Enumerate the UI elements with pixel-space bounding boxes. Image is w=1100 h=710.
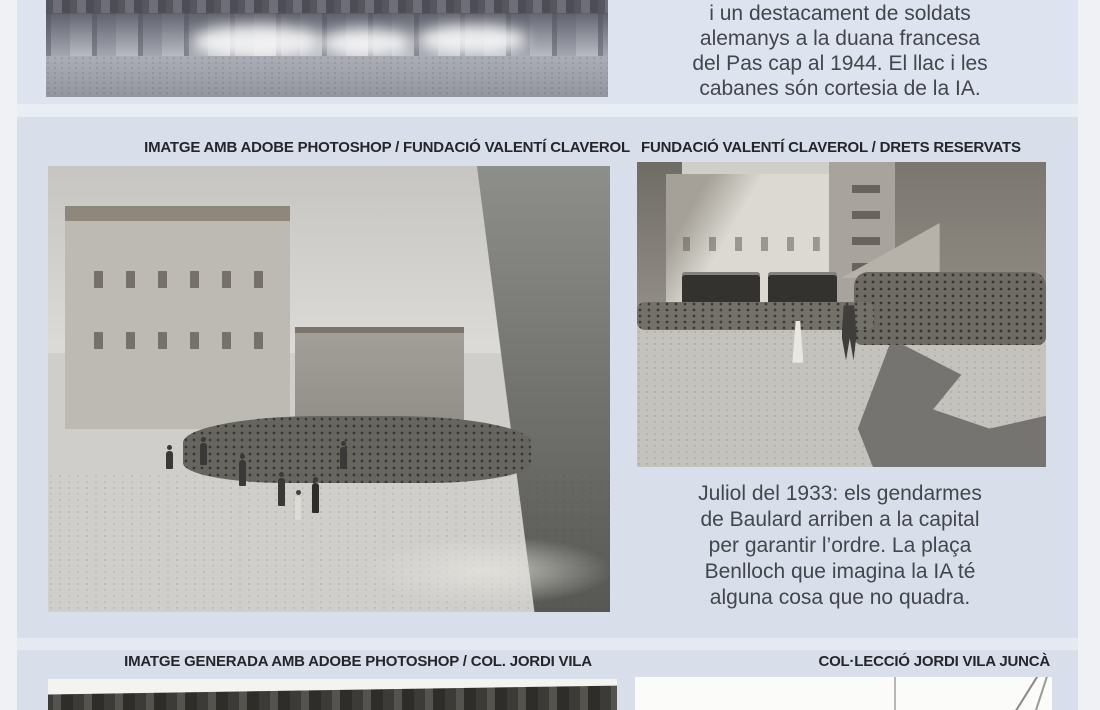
top-body-text bbox=[650, 1, 1030, 101]
section-divider-bottom bbox=[17, 638, 1078, 650]
photo-pole-line bbox=[894, 677, 896, 710]
caption-generated-jordi-vila: IMATGE GENERADA AMB ADOBE PHOTOSHOP / COL. JORDI VILA bbox=[124, 653, 592, 670]
lake-highlight bbox=[192, 25, 322, 59]
caption-photoshop-claverol: IMATGE AMB ADOBE PHOTOSHOP / FUNDACIÓ VALENTÍ CLAVEROL bbox=[144, 139, 630, 156]
body-text-line: cabanes són cortesia de la IA. bbox=[699, 77, 981, 100]
section-divider-top bbox=[17, 104, 1078, 117]
building-photo-partial bbox=[635, 677, 1052, 710]
photo-crowd bbox=[183, 416, 531, 483]
street-photo-left bbox=[48, 166, 610, 612]
photo-figure bbox=[340, 447, 347, 469]
mountain-photo-partial bbox=[48, 679, 617, 710]
body-text-line: alemanys a la duana francesa bbox=[699, 27, 981, 50]
lake-highlight bbox=[417, 25, 527, 55]
photo-figure bbox=[239, 460, 246, 486]
photo-figure-child bbox=[295, 496, 301, 520]
photo-crowd bbox=[854, 272, 1046, 345]
body-text-line: per garantir l’ordre. La plaça bbox=[708, 534, 972, 557]
body-text-line: i un destacament de soldats bbox=[709, 2, 971, 25]
photo-figure bbox=[200, 443, 207, 465]
body-text-line: Benlloch que imagina la IA té bbox=[704, 560, 976, 583]
lake-shoreline-trees bbox=[46, 0, 608, 14]
photo-dark-ridge bbox=[48, 685, 617, 710]
photo-crowd bbox=[637, 302, 874, 329]
caption-collection-jordi-vila: COL·LECCIÓ JORDI VILA JUNCÀ bbox=[818, 653, 1050, 670]
middle-body-text bbox=[645, 481, 1035, 611]
photo-road bbox=[48, 474, 610, 612]
lake-water-texture bbox=[46, 56, 608, 97]
body-text-line: alguna cosa que no quadra. bbox=[709, 586, 971, 609]
body-text-line: del Pas cap al 1944. El llac i les bbox=[692, 52, 988, 75]
article-page bbox=[17, 0, 1078, 710]
lake-photo bbox=[46, 0, 608, 97]
photo-figure bbox=[278, 478, 285, 506]
photo-figure bbox=[166, 451, 173, 469]
street-photo-right bbox=[637, 162, 1046, 467]
photo-white-house bbox=[65, 206, 290, 429]
photo-figure bbox=[312, 483, 319, 513]
body-text-line: Juliol del 1933: els gendarmes bbox=[698, 482, 982, 505]
photo-diagonal-line bbox=[1005, 677, 1038, 710]
body-text-line: de Baulard arriben a la capital bbox=[700, 508, 980, 531]
caption-claverol-rights: FUNDACIÓ VALENTÍ CLAVEROL / DRETS RESERVATS bbox=[641, 139, 1021, 156]
